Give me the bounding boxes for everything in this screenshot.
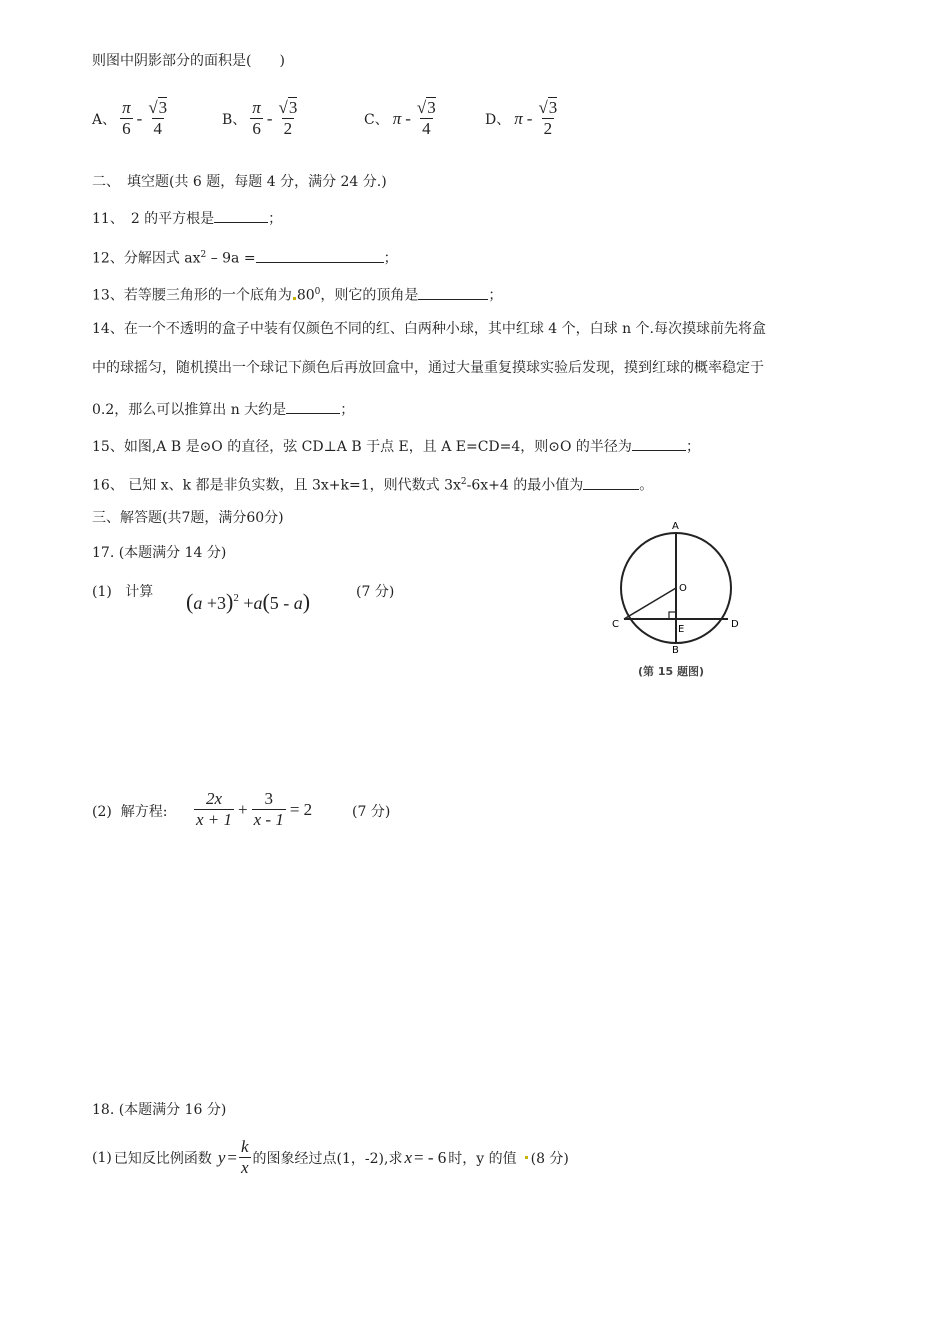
- fraction-3: $\frac{3}{x - 1}$: [253, 789, 284, 829]
- option-label: C、: [364, 111, 389, 128]
- label-o: O: [679, 583, 687, 594]
- option-label: B、: [222, 111, 247, 128]
- minus-sign: -: [526, 108, 533, 128]
- option-d: [485, 98, 559, 139]
- label-e: E: [678, 624, 685, 635]
- question-14-line-2: 中的球摇匀，随机摸出一个球记下颜色后再放回盒中，通过大量重复摸球实验后发现，摸到红球的概率稳定于: [92, 360, 764, 376]
- minus-sign: -: [405, 108, 411, 128]
- pi-symbol: π: [392, 108, 402, 128]
- answer-blank: [214, 208, 268, 223]
- section-3-heading: 三、解答题(共7题，满分60分): [92, 510, 284, 526]
- part-1-score: (7 分): [356, 584, 395, 600]
- expression-1: $(a +3)^2 +a(5 - a)$: [186, 589, 311, 614]
- question-12: 12、分解因式 $ax^2 - 9a$ = ；: [92, 245, 398, 269]
- answer-blank: [632, 436, 686, 451]
- question-18-part-1: (1) 已知反比例函数 y = $\frac{k}{x}$ 的图象经过点(1，-2),求 x = - 6 时，y 的值 (8 分): [92, 1137, 569, 1177]
- question-17-part-1: (1) 计算: [92, 584, 154, 600]
- answer-blank: [418, 285, 488, 300]
- option-label: A、: [92, 111, 117, 128]
- sqrt3-fraction: $\frac{√3}{2}$: [278, 98, 298, 138]
- pi-symbol: π: [514, 108, 523, 128]
- option-a: [92, 98, 169, 139]
- sqrt3-fraction: $\frac{√3}{2}$: [538, 98, 558, 138]
- radius-oc: [624, 588, 676, 619]
- question-16: 16、 已知 x、k 都是非负实数，且 3x+k=1，则代数式 $3x^2-6x+4$ 的最小值为 。: [92, 472, 653, 496]
- sqrt3-fraction: $\frac{√3}{4}$: [148, 98, 168, 138]
- question-17-part-2: (2) 解方程:: [92, 804, 168, 820]
- intro-line: 则图中阴影部分的面积是( ): [92, 53, 285, 69]
- minus-sign: -: [136, 108, 143, 128]
- minus-sign: -: [266, 108, 273, 128]
- part-2-score: (7 分): [352, 804, 391, 820]
- question-17-title: 17. (本题满分 14 分): [92, 545, 227, 561]
- question-14-line-1: 14、在一个不透明的盒子中装有仅颜色不同的红、白两种小球，其中红球 4 个，白球 n 个.每次摸球前先将盒: [92, 321, 766, 337]
- question-13: 13、若等腰三角形的一个底角为 $80^0$，则它的顶角是 ；: [92, 282, 502, 306]
- answer-blank: [583, 475, 639, 490]
- label-c: C: [612, 619, 619, 630]
- label-d: D: [731, 619, 739, 630]
- pi-over-6: $\frac{\pi}{6}$: [122, 98, 131, 138]
- option-b: [222, 98, 299, 139]
- label-b: B: [672, 645, 679, 656]
- right-angle-mark: [669, 612, 676, 619]
- sqrt3-fraction: $\frac{√3}{4}$: [416, 98, 436, 138]
- question-15: 15、如图,A B 是⊙O 的直径，弦 CD⊥A B 于点 E，且 A E=CD=4，则⊙O 的半径为 ；: [92, 436, 700, 457]
- circle-figure: [610, 515, 750, 685]
- section-2-heading: 二、 填空题(共 6 题，每题 4 分，满分 24 分.): [92, 174, 387, 190]
- label-a: A: [672, 521, 679, 532]
- fraction-2x: $\frac{2x}{x + 1}$: [196, 789, 233, 829]
- option-c: [364, 98, 438, 139]
- question-11: 11、 2 的平方根是 ；: [92, 208, 282, 229]
- fraction-k-over-x: $\frac{k}{x}$: [240, 1137, 249, 1177]
- pi-over-6: $\frac{\pi}{6}$: [252, 98, 261, 138]
- option-label: D、: [485, 111, 511, 128]
- answer-blank: [286, 399, 340, 414]
- equation-2: $\frac{2x}{x + 1}$ + $\frac{3}{x - 1}$ = 2: [196, 789, 313, 829]
- question-14-line-3: 0.2，那么可以推算出 n 大约是 ；: [92, 399, 354, 420]
- answer-blank: [256, 248, 384, 263]
- figure-caption: (第 15 题图): [638, 665, 705, 678]
- question-18-title: 18. (本题满分 16 分): [92, 1102, 227, 1118]
